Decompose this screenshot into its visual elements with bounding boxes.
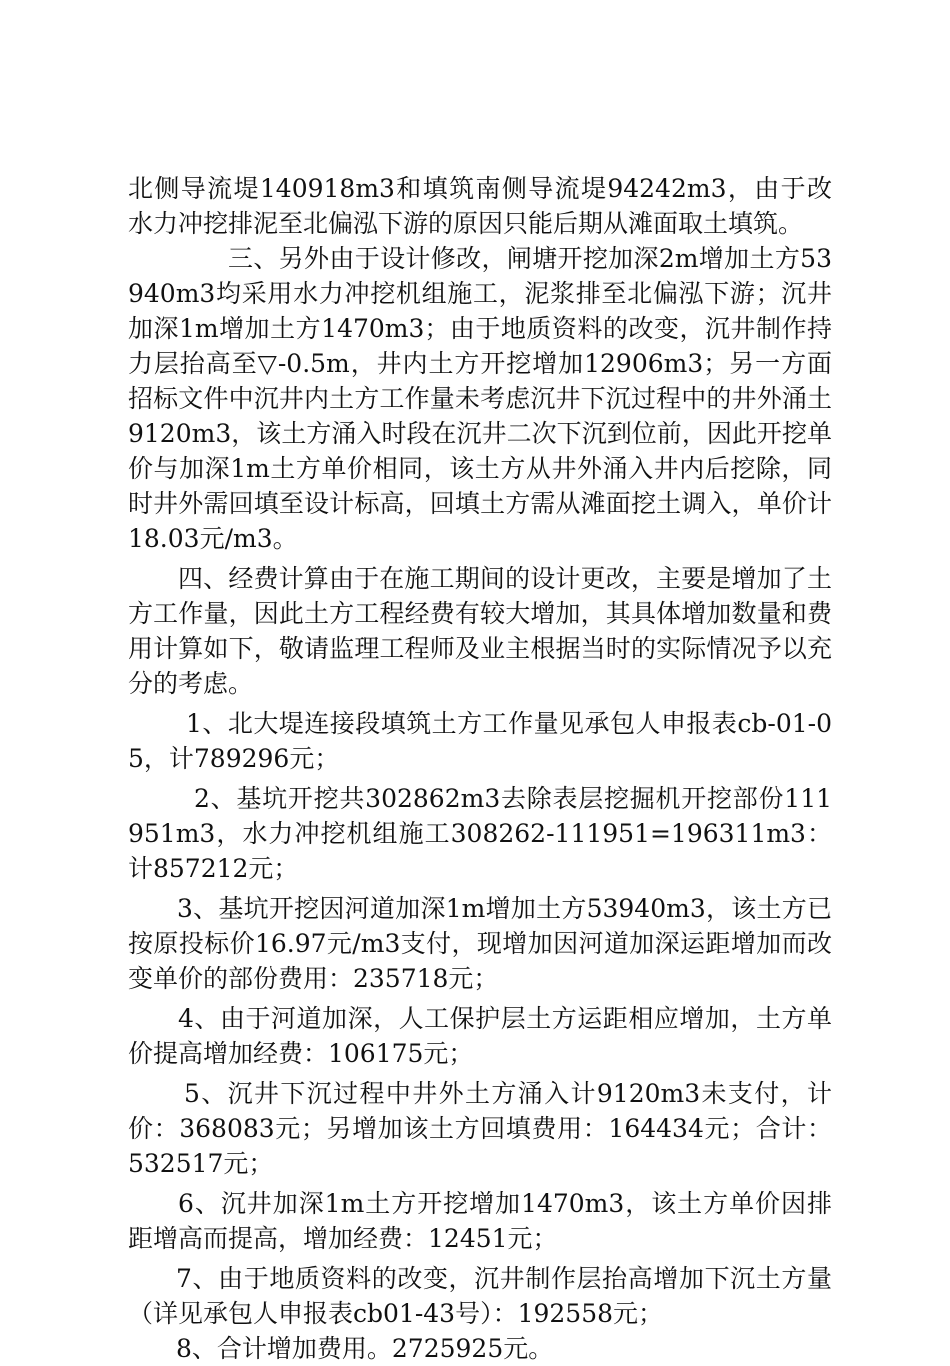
paragraph-item-1: 1、北大堤连接段填筑土方工作量见承包人申报表cb-01-05，计789296元； [128,709,832,773]
paragraph-item-7: 7、由于地质资料的改变，沉井制作层抬高增加下沉土方量（详见承包人申报表cb01-43号）：192558元； [128,1264,832,1328]
paragraph-item-4: 4、由于河道加深，人工保护层土方运距相应增加，土方单价提高增加经费：106175元； [128,1004,832,1068]
paragraph-item-5: 5、沉井下沉过程中井外土方涌入计9120m3未支付，计价：368083元；另增加该土方回填费用：164434元；合计：532517元； [128,1079,832,1178]
document-body [128,171,832,1366]
paragraph-item-2: 2、基坑开挖共302862m3去除表层挖掘机开挖部份111951m3，水力冲挖机组施工308262-111951=196311m3：计857212元； [128,784,832,883]
paragraph-intro: 北侧导流堤140918m3和填筑南侧导流堤94242m3，由于改水力冲挖排泥至北偏泓下游的原因只能后期从滩面取土填筑。 [128,174,832,238]
paragraph-section-4: 四、经费计算由于在施工期间的设计更改，主要是增加了土方工作量，因此土方工程经费有较大增加，其具体增加数量和费用计算如下，敬请监理工程师及业主根据当时的实际情况予以充分的考虑。 [128,564,832,698]
paragraph-section-3: 三、另外由于设计修改，闸塘开挖加深2m增加土方53940m3均采用水力冲挖机组施工，泥浆排至北偏泓下游；沉井加深1m增加土方1470m3；由于地质资料的改变，沉井制作持力层抬高至▽-0.5m，井内土方开挖增加12906m3；另一方面招标文件中沉井内土方工作量未考虑沉井下沉过程中的井外涌土9120m3，该土方涌入时段在沉井二次下沉到位前，因此开挖单价与加深1m土方单价相同，该土方从井外涌入井内后挖除，同时井外需回填至设计标高，回填土方需从滩面挖土调入，单价计18.03元/m3。 [128,244,832,553]
paragraph-item-6: 6、沉井加深1m土方开挖增加1470m3，该土方单价因排距增高而提高，增加经费：12451元； [128,1189,832,1253]
paragraph-item-3: 3、基坑开挖因河道加深1m增加土方53940m3，该土方已按原投标价16.97元/m3支付，现增加因河道加深运距增加而改变单价的部份费用：235718元； [128,894,832,993]
paragraph-item-8: 8、合计增加费用。2725925元。 [176,1334,554,1363]
